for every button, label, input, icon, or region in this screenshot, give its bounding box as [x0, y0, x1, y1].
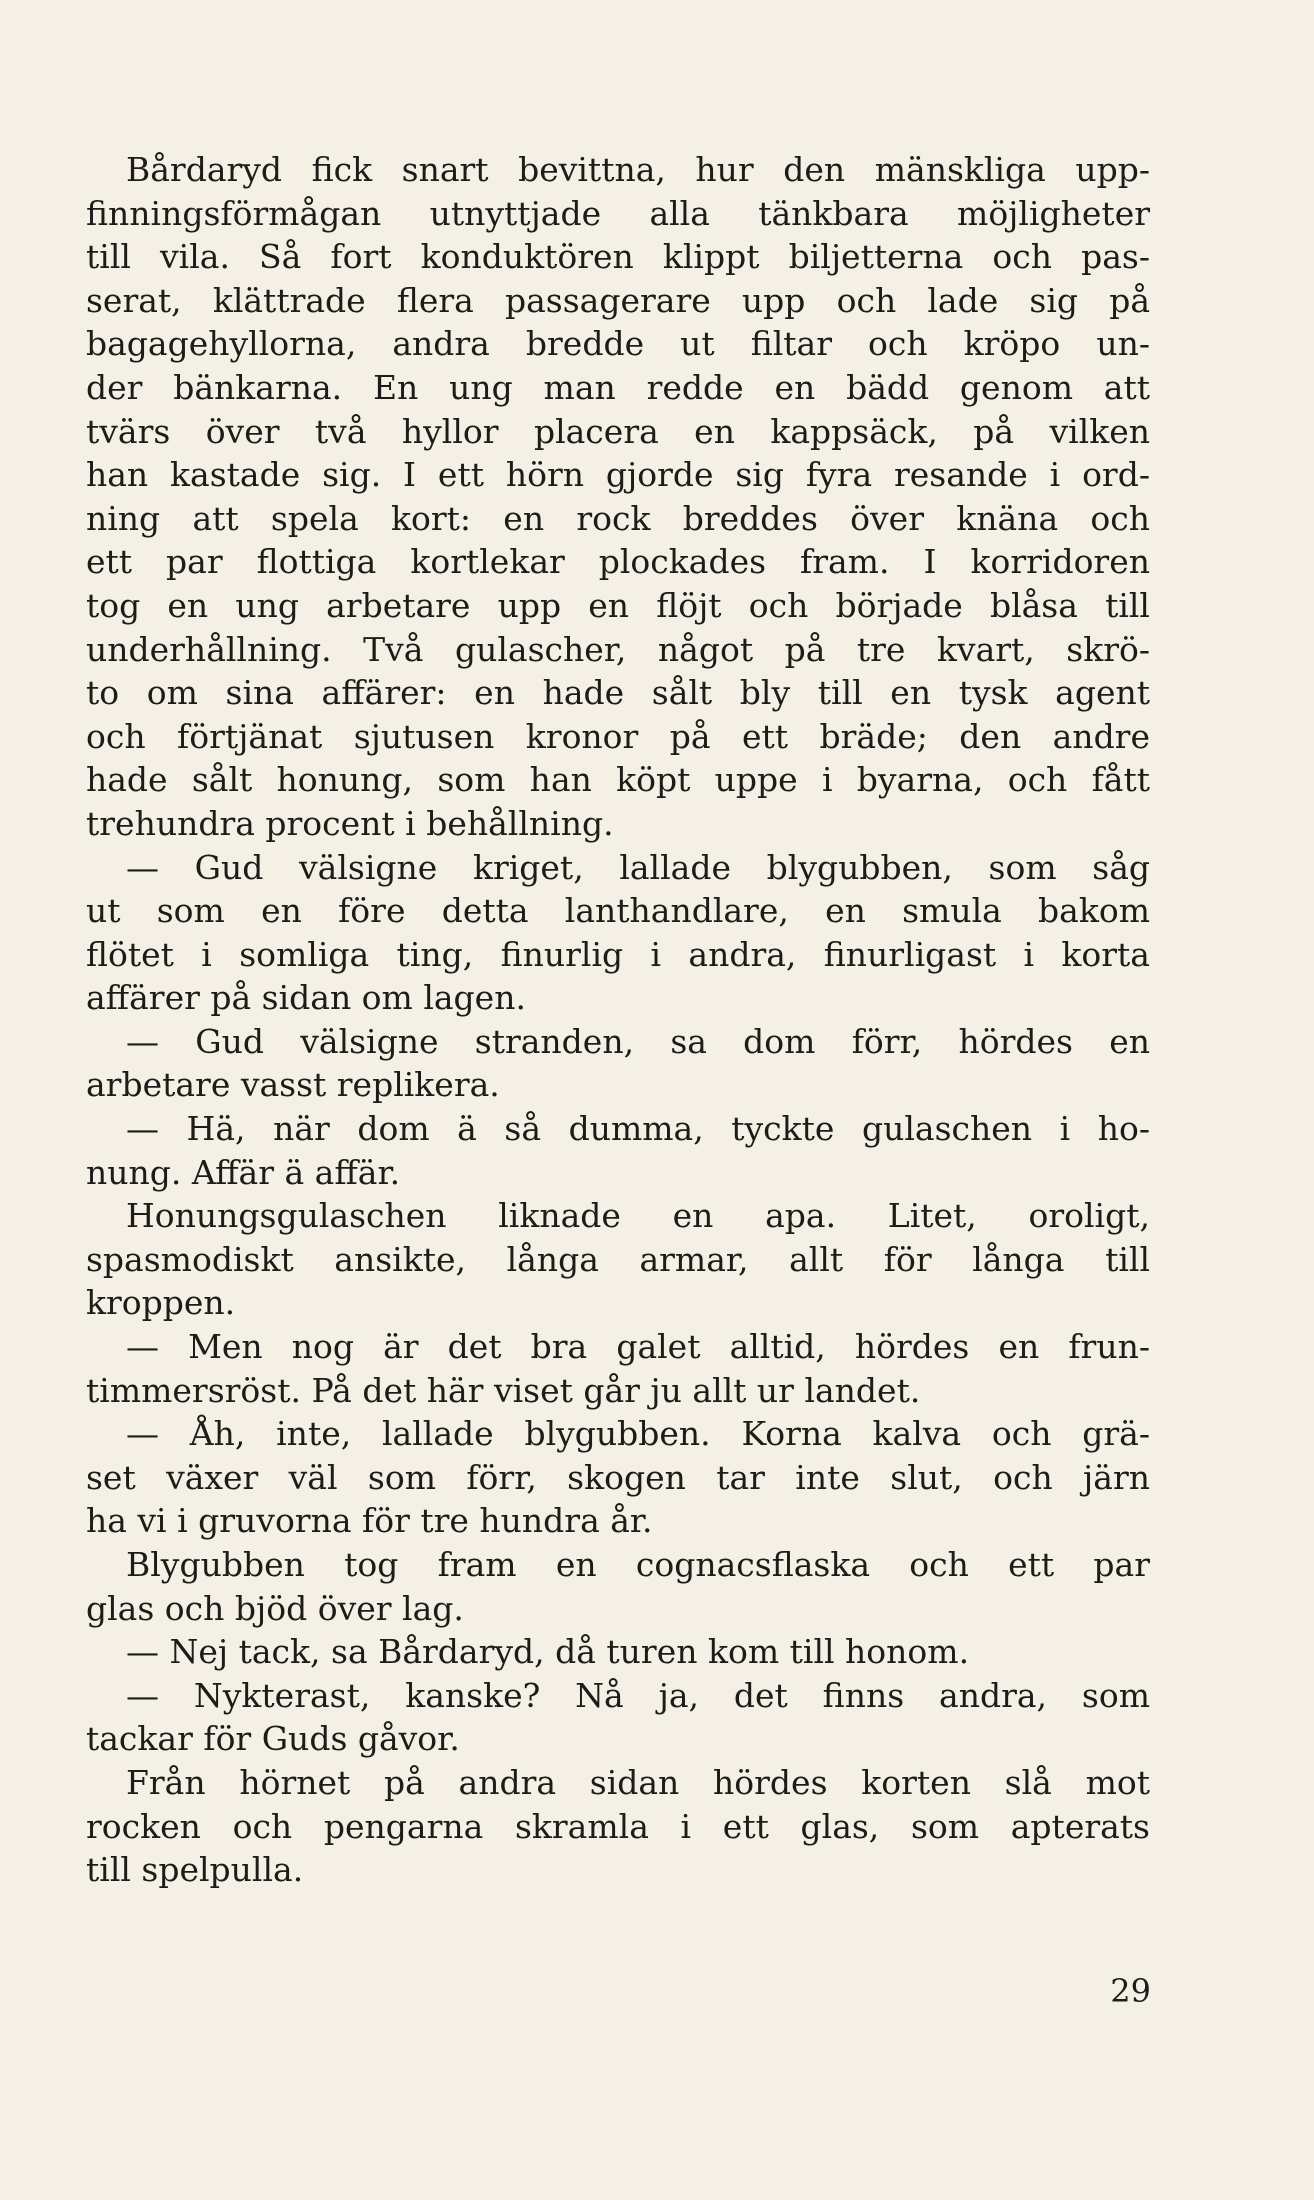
text-line: serat, klättrade flera passagerare upp och lade sig på: [86, 280, 1150, 320]
text-line: tackar för Guds gåvor.: [86, 1719, 460, 1759]
page-number: 29: [1110, 1972, 1151, 2010]
text-line: — Gud välsigne kriget, lallade blygubben, som såg: [126, 847, 1150, 887]
text-line: ett par flottiga kortlekar plockades fram. I korridoren: [86, 542, 1150, 582]
text-line: Honungsgulaschen liknade en apa. Litet, oroligt,: [126, 1196, 1150, 1236]
text-line: ha vi i gruvorna för tre hundra år.: [86, 1501, 653, 1541]
text-line: flötet i somliga ting, finurlig i andra, finurligast i korta: [86, 934, 1150, 974]
text-line: trehundra procent i behållning.: [86, 803, 614, 843]
text-line: set växer väl som förr, skogen tar inte slut, och järn: [86, 1457, 1150, 1497]
text-line: till spelpulla.: [86, 1850, 304, 1890]
text-line: glas och bjöd över lag.: [86, 1588, 464, 1628]
body-text: [86, 148, 1150, 1892]
text-line: bagagehyllorna, andra bredde ut filtar och kröpo un-: [86, 324, 1150, 364]
text-line: arbetare vasst replikera.: [86, 1065, 500, 1105]
text-line: tvärs över två hyllor placera en kappsäck, på vilken: [86, 411, 1150, 451]
text-line: och förtjänat sjutusen kronor på ett bräde; den andre: [86, 716, 1150, 756]
text-line: finningsförmågan utnyttjade alla tänkbara möjligheter: [86, 193, 1150, 233]
text-line: — Gud välsigne stranden, sa dom förr, hördes en: [126, 1021, 1150, 1061]
text-line: Från hörnet på andra sidan hördes korten slå mot: [126, 1762, 1150, 1802]
text-line: hade sålt honung, som han köpt uppe i byarna, och fått: [86, 760, 1150, 800]
text-line: affärer på sidan om lagen.: [86, 978, 526, 1018]
text-line: — Men nog är det bra galet alltid, hördes en frun-: [126, 1327, 1150, 1367]
text-line: rocken och pengarna skramla i ett glas, som apterats: [86, 1806, 1150, 1846]
text-line: — Åh, inte, lallade blygubben. Korna kalva och grä-: [126, 1414, 1150, 1454]
text-line: underhållning. Två gulascher, något på tre kvart, skrö-: [86, 629, 1150, 669]
text-line: timmersröst. På det här viset går ju allt ur landet.: [86, 1370, 921, 1410]
text-line: ut som en före detta lanthandlare, en smula bakom: [86, 891, 1150, 931]
text-line: to om sina affärer: en hade sålt bly till en tysk agent: [86, 673, 1150, 713]
text-line: der bänkarna. En ung man redde en bädd genom att: [86, 367, 1150, 407]
text-line: Bårdaryd fick snart bevittna, hur den mänskliga upp-: [126, 150, 1150, 189]
text-line: till vila. Så fort konduktören klippt biljetterna och pas-: [86, 237, 1150, 277]
text-line: Blygubben tog fram en cognacsflaska och ett par: [126, 1545, 1150, 1584]
text-line: — Nej tack, sa Bårdaryd, då turen kom till honom.: [126, 1632, 970, 1672]
text-line: — Nykterast, kanske? Nå ja, det finns andra, som: [126, 1675, 1150, 1715]
text-line: — Hä, när dom ä så dumma, tyckte gulaschen i ho-: [126, 1109, 1150, 1149]
text-line: tog en ung arbetare upp en flöjt och började blåsa till: [86, 585, 1150, 625]
text-line: kroppen.: [86, 1283, 236, 1323]
text-line: han kastade sig. I ett hörn gjorde sig fyra resande i ord-: [86, 455, 1150, 495]
text-line: nung. Affär ä affär.: [86, 1152, 401, 1192]
text-line: ning att spela kort: en rock breddes över knäna och: [86, 498, 1150, 538]
text-line: spasmodiskt ansikte, långa armar, allt för långa till: [86, 1239, 1150, 1279]
